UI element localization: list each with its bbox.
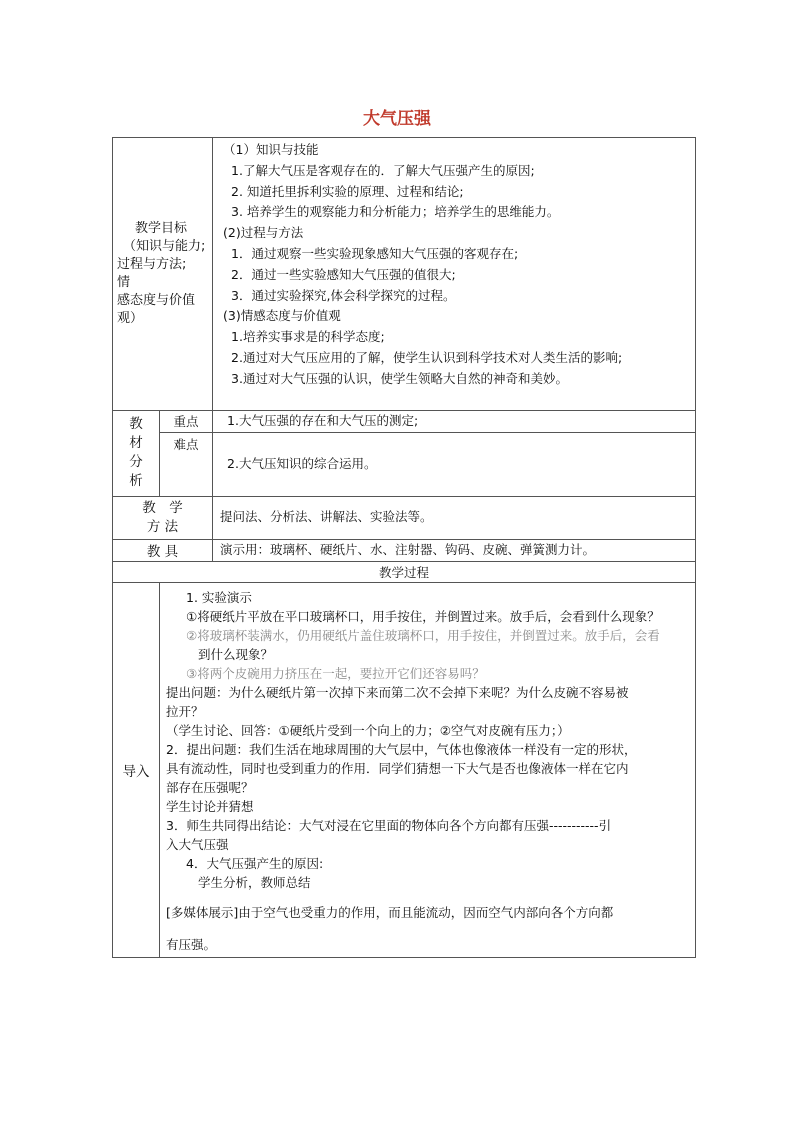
goals-label-line: （知识与能力; bbox=[123, 239, 206, 254]
intro-content-cell bbox=[160, 582, 696, 957]
attitude-heading: (3)情感态度与价值观 bbox=[223, 308, 341, 324]
intro-label: 导入 bbox=[113, 582, 160, 957]
tools-label: 教 具 bbox=[113, 539, 213, 561]
knowledge-item: 1.了解大气压是客观存在的．了解大气压强产生的原因; bbox=[231, 162, 535, 178]
process-heading: (2)过程与方法 bbox=[223, 225, 304, 241]
goals-content-cell bbox=[213, 138, 696, 411]
knowledge-item: 2. 知道托里拆利实验的原理、过程和结论; bbox=[231, 183, 464, 199]
goals-label-line: 过程与方法; bbox=[117, 257, 187, 272]
process-header: 教学过程 bbox=[113, 561, 696, 582]
demo-item: ②将玻璃杯装满水，仍用硬纸片盖住玻璃杯口，用手按住，并倒置过来。放手后，会看 bbox=[186, 627, 660, 643]
question-text-continued: 拉开？ bbox=[166, 703, 204, 719]
goals-label-line: 教学目标 bbox=[135, 221, 188, 236]
goals-label-line: 感态度与价值 bbox=[117, 293, 196, 308]
media-text: [多媒体展示]由于空气也受重力的作用，而且能流动，因而空气内部向各个方向都 bbox=[166, 904, 614, 920]
knowledge-item: 3. 培养学生的观察能力和分析能力；培养学生的思维能力。 bbox=[231, 204, 560, 220]
difficulty-text: 2.大气压知识的综合运用。 bbox=[213, 432, 696, 496]
paragraph-3: 入大气压强 bbox=[166, 836, 229, 852]
goals-label-cell bbox=[113, 138, 213, 411]
media-text-continued: 有压强。 bbox=[166, 936, 217, 952]
demo-item: ③将两个皮碗用力挤压在一起，要拉开它们还容易吗？ bbox=[186, 665, 485, 681]
attitude-item: 1.培养实事求是的科学态度; bbox=[231, 329, 385, 345]
process-item: 1．通过观察一些实验现象感知大气压强的客观存在; bbox=[231, 245, 519, 261]
methods-label: 教 学 方 法 bbox=[113, 496, 213, 539]
process-item: 3．通过实验探究,体会科学探究的过程。 bbox=[231, 287, 456, 303]
paragraph-4: 4．大气压强产生的原因: bbox=[186, 855, 324, 871]
paragraph-3: 3．师生共同得出结论：大气对浸在它里面的物体向各个方向都有压强-----------引 bbox=[166, 817, 612, 833]
process-header-row bbox=[113, 561, 696, 582]
process-item: 2．通过一些实验感知大气压强的值很大; bbox=[231, 266, 456, 282]
lesson-plan-table bbox=[112, 137, 696, 958]
tools-text: 演示用：玻璃杯、硬纸片、水、注射器、钩码、皮碗、弹簧测力计。 bbox=[213, 539, 696, 561]
analysis-label-char: 析 bbox=[129, 473, 143, 490]
attitude-item: 3.通过对大气压强的认识，使学生领略大自然的神奇和美妙。 bbox=[231, 370, 568, 386]
goals-label-line: 观） bbox=[117, 311, 144, 326]
analysis-label-char: 分 bbox=[129, 454, 143, 471]
paragraph-2: 2．提出问题：我们生活在地球周围的大气层中，气体也像液体一样没有一定的形状， bbox=[166, 741, 637, 757]
analysis-label-char: 材 bbox=[129, 435, 143, 452]
demo-heading: 1. 实验演示 bbox=[186, 589, 252, 605]
attitude-item: 2.通过对大气压应用的了解，使学生认识到科学技术对人类生活的影响; bbox=[231, 349, 623, 365]
difficulty-label: 难点 bbox=[160, 432, 213, 496]
goals-row bbox=[113, 138, 696, 411]
question-text: 提出问题：为什么硬纸片第一次掉下来而第二次不会掉下来呢？为什么皮碗不容易被 bbox=[166, 684, 629, 700]
goals-label-line: 情 bbox=[117, 275, 131, 290]
key-point-text: 1.大气压强的存在和大气压的测定; bbox=[213, 411, 696, 433]
page-title: 大气压强 bbox=[363, 109, 431, 129]
key-point-row bbox=[113, 411, 696, 433]
paragraph-2: 具有流动性，同时也受到重力的作用．同学们猜想一下大气是否也像液体一样在它内 bbox=[166, 760, 629, 776]
key-point-label: 重点 bbox=[160, 411, 213, 433]
knowledge-heading: （1）知识与技能 bbox=[223, 142, 319, 157]
demo-item: ①将硬纸片平放在平口玻璃杯口，用手按住，并倒置过来。放手后，会看到什么现象？ bbox=[186, 608, 660, 624]
analysis-label-char: 教 bbox=[129, 416, 143, 433]
analysis-label-cell bbox=[113, 411, 160, 497]
paragraph-4-sub: 学生分析，教师总结 bbox=[198, 874, 311, 890]
methods-text: 提问法、分析法、讲解法、实验法等。 bbox=[213, 496, 696, 539]
difficulty-row bbox=[113, 432, 696, 496]
methods-row bbox=[113, 496, 696, 539]
demo-item-continued: 到什么现象？ bbox=[198, 646, 274, 662]
tools-row bbox=[113, 539, 696, 561]
guess-text: 学生讨论并猜想 bbox=[166, 798, 254, 814]
intro-row bbox=[113, 582, 696, 957]
paragraph-2: 部存在压强呢？ bbox=[166, 779, 254, 795]
discussion-text: （学生讨论、回答：①硬纸片受到一个向上的力；②空气对皮碗有压力；） bbox=[166, 722, 570, 738]
